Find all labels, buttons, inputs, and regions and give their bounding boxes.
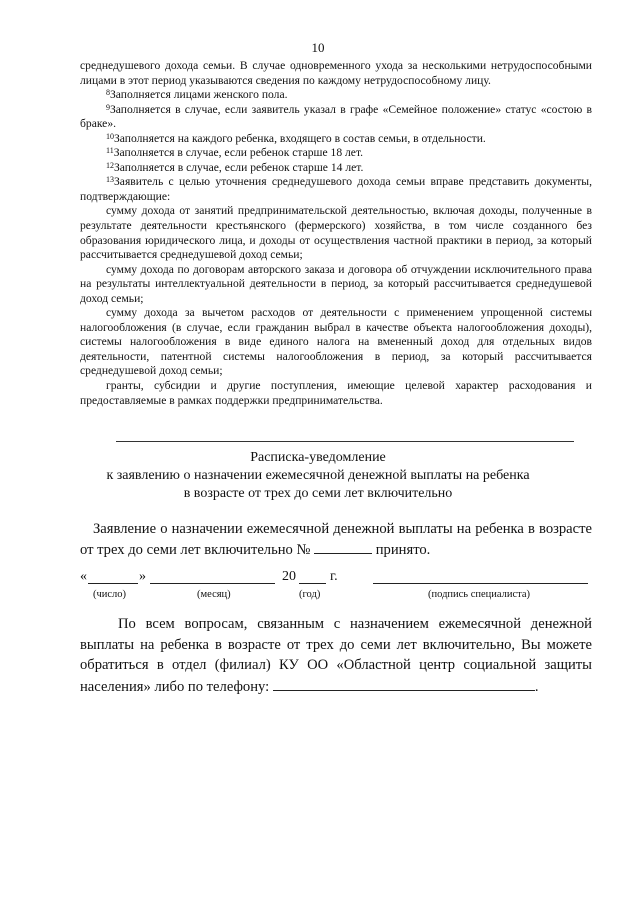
- caption-year: (год): [299, 589, 321, 600]
- statement-accepted: принято.: [375, 542, 431, 558]
- footnote-12: [80, 161, 592, 176]
- info-text: По всем вопросам, связанным с назначением ежемесячной денежной выплаты на ребенка в возрасте от трех до семи лет включительно, Вы можете обратиться в отдел (филиал) КУ ОО «Областной центр социальной защиты населения» либо по телефону:: [80, 616, 592, 695]
- footnote-10: [80, 132, 592, 147]
- footnote-13: [80, 175, 592, 204]
- footnotes-block: [80, 59, 592, 408]
- footnote-8: [80, 88, 592, 103]
- month-field[interactable]: [150, 569, 275, 584]
- statement-paragraph: [80, 519, 592, 560]
- footnote-mark: 12: [106, 160, 114, 170]
- year-field[interactable]: [299, 569, 326, 584]
- caption-month: (месяц): [197, 589, 231, 600]
- footnote-text: Заполняется в случае, если заявитель указал в графе «Семейное положение» статус «состою в браке».: [80, 102, 592, 131]
- footnote-mark: 13: [106, 175, 114, 185]
- footnote-text: Заполняется в случае, если ребенок старше 14 лет.: [114, 160, 364, 174]
- footnote-11: [80, 146, 592, 161]
- info-end: .: [534, 678, 539, 695]
- footnote-mark: 8: [106, 88, 110, 98]
- footnote-continuation: среднедушевого дохода семьи. В случае одновременного ухода за несколькими нетрудоспособными лицами в этот период указываются сведения по каждому нетрудоспособному лицу.: [80, 59, 592, 87]
- phone-field[interactable]: [273, 676, 535, 691]
- year-suffix: г.: [330, 569, 338, 584]
- statement-block: [80, 519, 592, 560]
- day-field[interactable]: [88, 569, 138, 584]
- signature-field[interactable]: [373, 569, 588, 584]
- info-block: [80, 614, 592, 697]
- receipt-title: Расписка-уведомление: [250, 450, 386, 465]
- receipt-subtitle-line1: к заявлению о назначении ежемесячной денежной выплаты на ребенка: [106, 468, 530, 483]
- footnote-9: [80, 103, 592, 132]
- footnote-13-item: гранты, субсидии и другие поступления, имеющие целевой характер расходования и предоставляемые в рамках поддержки предпринимательства.: [80, 379, 592, 407]
- statement-text: Заявление о назначении ежемесячной денежной выплаты на ребенка в возрасте от трех до семи лет включительно №: [80, 521, 592, 558]
- info-paragraph: [80, 614, 592, 697]
- footnote-text: Заполняется в случае, если ребенок старше 18 лет.: [113, 146, 364, 160]
- footnote-13-item: сумму дохода по договорам авторского заказа и договора об отчуждении исключительного права на результаты интеллектуальной деятельности в период, за который рассчитывается среднедушевой доход семьи;: [80, 262, 592, 305]
- date-open-quote: «: [80, 569, 87, 584]
- application-number-field[interactable]: [314, 539, 372, 554]
- caption-day: (число): [93, 589, 127, 600]
- separator-line: [116, 441, 574, 442]
- footnote-text: Заполняется на каждого ребенка, входящего в состав семьи, в отдельности.: [114, 131, 486, 145]
- receipt-subtitle-line2: в возрасте от трех до семи лет включительно: [183, 486, 453, 501]
- footnote-text: Заявитель с целью уточнения среднедушевого дохода семьи вправе представить документы, подтверждающие:: [80, 175, 592, 203]
- date-close-quote: »: [139, 569, 146, 584]
- footnote-13-item: сумму дохода за вычетом расходов от деятельности с применением упрощенной системы налогообложения (в случае, если гражданин выбрал в качестве объекта налогообложения доходы), системы налогообложения в виде единого налога на вмененный доход для отдельных видов деятельности, патентной системы налогообложения в период, за который рассчитывается среднедушевой доход семьи;: [80, 306, 592, 378]
- date-signature-line: [80, 569, 600, 589]
- page-number: 10: [311, 40, 325, 55]
- footnote-mark: 11: [106, 146, 114, 156]
- footnote-mark: 10: [106, 131, 114, 141]
- footnote-mark: 9: [106, 102, 110, 112]
- footnote-13-item: сумму дохода от занятий предпринимательской деятельностью, включая доходы, полученные в результате деятельности крестьянского (фермерского) хозяйства, в том числе созданного без образования юридического лица, и доходы от осуществления частной практики в период, за который рассчитывается среднедушевой доход семьи;: [80, 204, 592, 262]
- footnote-text: Заполняется лицами женского пола.: [110, 88, 288, 102]
- year-prefix: 20: [282, 569, 296, 584]
- caption-signature: (подпись специалиста): [428, 589, 531, 600]
